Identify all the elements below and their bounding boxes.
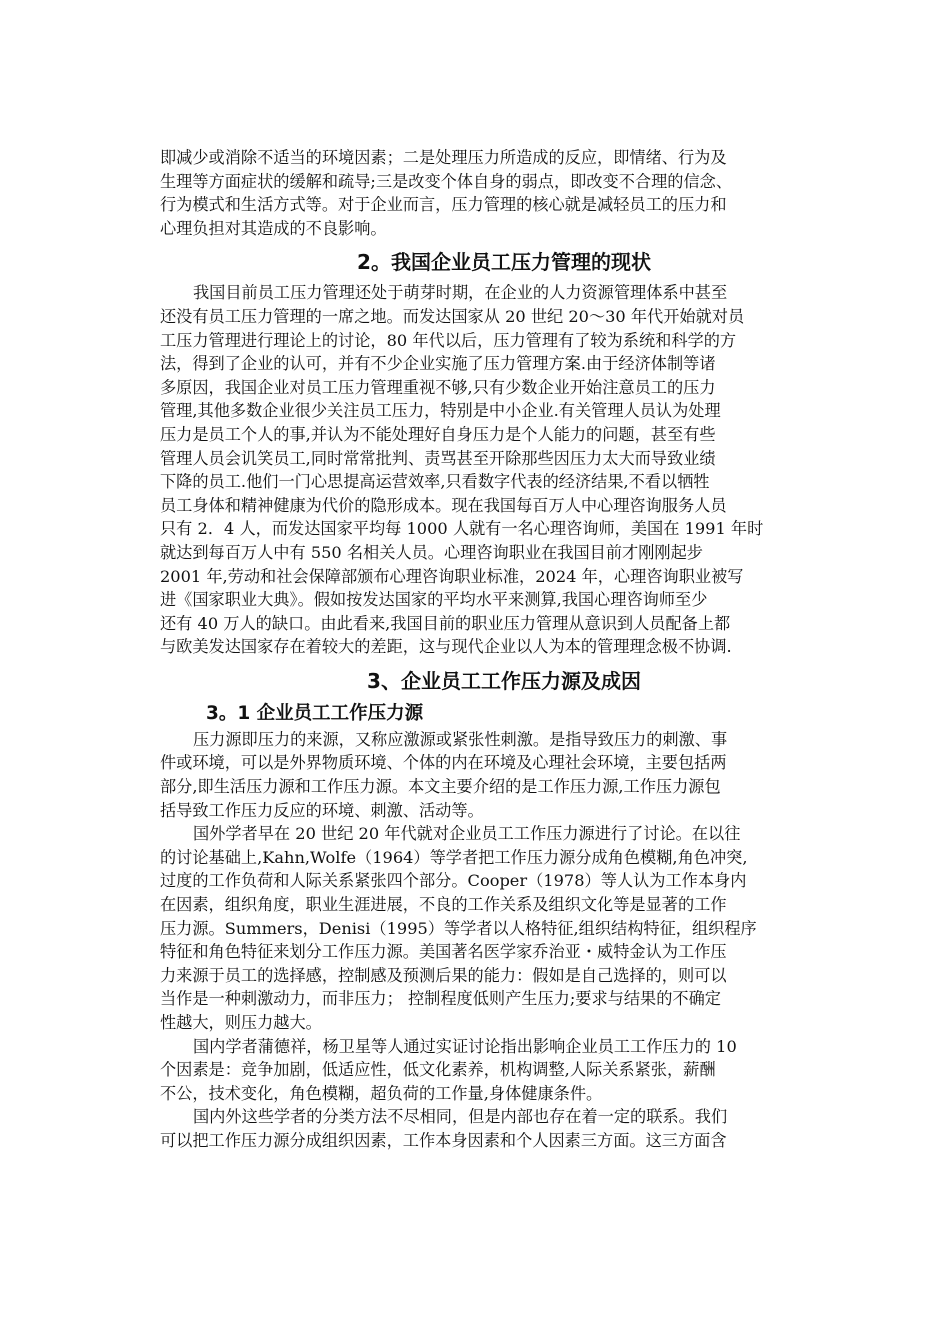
- text-line: 个因素是：竞争加剧，低适应性，低文化素养，机构调整,人际关系紧张，薪酬: [160, 1060, 716, 1080]
- text-line: 管理,其他多数企业很少关注员工压力，特别是中小企业.有关管理人员认为处理: [160, 401, 721, 421]
- text-line: 在因素，组织角度，职业生涯进展，不良的工作关系及组织文化等是显著的工作: [160, 895, 727, 915]
- text-line: 国内学者蒲德祥，杨卫星等人通过实证讨论指出影响企业员工工作压力的 10: [193, 1036, 737, 1056]
- section1-paragraph-tail: [160, 146, 848, 240]
- text-line: 过度的工作负荷和人际关系紧张四个部分。Cooper（1978）等人认为工作本身内: [160, 871, 747, 891]
- text-line: 可以把工作压力源分成组织因素，工作本身因素和个人因素三方面。这三方面含: [160, 1130, 727, 1150]
- text-line: 只有 2．4 人，而发达国家平均每 1000 人就有一名心理咨询师，美国在 1991 年时: [160, 519, 764, 539]
- text-line: 压力源即压力的来源，又称应激源或紧张性刺激。是指导致压力的刺激、事: [193, 729, 728, 749]
- text-line: 员工身体和精神健康为代价的隐形成本。现在我国每百万人中心理咨询服务人员: [160, 495, 727, 515]
- section-heading-2: 2。我国企业员工压力管理的现状: [357, 250, 651, 275]
- text-line: 与欧美发达国家存在着较大的差距，这与现代企业以人为本的管理理念极不协调.: [160, 637, 732, 657]
- text-line: 还有 40 万人的缺口。由此看来,我国目前的职业压力管理从意识到人员配备上都: [160, 613, 731, 633]
- text-line: 我国目前员工压力管理还处于萌芽时期，在企业的人力资源管理体系中甚至: [193, 283, 728, 303]
- text-line: 力来源于员工的选择感，控制感及预测后果的能力：假如是自己选择的，则可以: [160, 965, 727, 985]
- text-line: 国内外这些学者的分类方法不尽相同，但是内部也存在着一定的联系。我们: [193, 1107, 728, 1127]
- text-line: 特征和角色特征来划分工作压力源。美国著名医学家乔治亚・威特金认为工作压: [160, 942, 727, 962]
- text-line: 国外学者早在 20 世纪 20 年代就对企业员工工作压力源进行了讨论。在以往: [193, 824, 741, 844]
- text-line: 性越大，则压力越大。: [160, 1013, 322, 1032]
- text-line: 压力源。Summers，Denisi（1995）等学者以人格特征,组织结构特征，组织程序: [160, 918, 757, 938]
- paragraph-domestic-scholars: [160, 1035, 848, 1106]
- document-page: [160, 146, 848, 1153]
- text-line: 生理等方面症状的缓解和疏导;三是改变个体自身的弱点，即改变不合理的信念、: [160, 171, 733, 191]
- subsection-heading-3-1: 3。1 企业员工工作压力源: [206, 702, 424, 724]
- text-line: 压力是员工个人的事,并认为不能处理好自身压力是个人能力的问题，甚至有些: [160, 424, 716, 444]
- text-line: 心理负担对其造成的不良影响。: [160, 218, 387, 238]
- text-line: 不公，技术变化，角色模糊，超负荷的工作量,身体健康条件。: [160, 1083, 603, 1103]
- text-line: 当作是一种刺激动力，而非压力； 控制程度低则产生压力;要求与结果的不确定: [160, 989, 721, 1009]
- text-line: 件或环境，可以是外界物质环境、个体的内在环境及心理社会环境，主要包括两: [160, 753, 727, 773]
- text-line: 行为模式和生活方式等。对于企业而言，压力管理的核心就是减轻员工的压力和: [160, 195, 727, 215]
- text-line: 下降的员工.他们一门心思提高运营效率,只看数字代表的经济结果,不看以牺牲: [160, 472, 710, 492]
- text-line: 括导致工作压力反应的环境、刺激、活动等。: [160, 800, 484, 820]
- paragraph-classification: [160, 1105, 848, 1152]
- text-line: 多原因，我国企业对员工压力管理重视不够,只有少数企业开始注意员工的压力: [160, 377, 716, 397]
- text-line: 的讨论基础上,Kahn,Wolfe（1964）等学者把工作压力源分成角色模糊,角色冲突,: [160, 847, 748, 867]
- text-line: 就达到每百万人中有 550 名相关人员。心理咨询职业在我国目前才刚刚起步: [160, 542, 703, 562]
- section2-paragraph: [160, 281, 848, 659]
- paragraph-foreign-scholars: [160, 822, 848, 1034]
- text-line: 还没有员工压力管理的一席之地。而发达国家从 20 世纪 20～30 年代开始就对员: [160, 306, 745, 326]
- paragraph-stress-source-definition: [160, 728, 848, 822]
- text-line: 即减少或消除不适当的环境因素；二是处理压力所造成的反应，即情绪、行为及: [160, 148, 727, 167]
- text-line: 进《国家职业大典》。假如按发达国家的平均水平来测算,我国心理咨询师至少: [160, 590, 708, 610]
- text-line: 部分,即生活压力源和工作压力源。本文主要介绍的是工作压力源,工作压力源包: [160, 777, 721, 797]
- text-line: 工压力管理进行理论上的讨论，80 年代以后，压力管理有了较为系统和科学的方: [160, 330, 737, 350]
- text-line: 2001 年,劳动和社会保障部颁布心理咨询职业标准，2024 年，心理咨询职业被写: [160, 566, 744, 586]
- text-line: 管理人员会讥笑员工,同时常常批判、责骂甚至开除那些因压力太大而导致业绩: [160, 448, 716, 468]
- text-line: 法，得到了企业的认可，并有不少企业实施了压力管理方案.由于经济体制等诸: [160, 354, 716, 374]
- section-heading-3: 3、企业员工工作压力源及成因: [367, 668, 641, 693]
